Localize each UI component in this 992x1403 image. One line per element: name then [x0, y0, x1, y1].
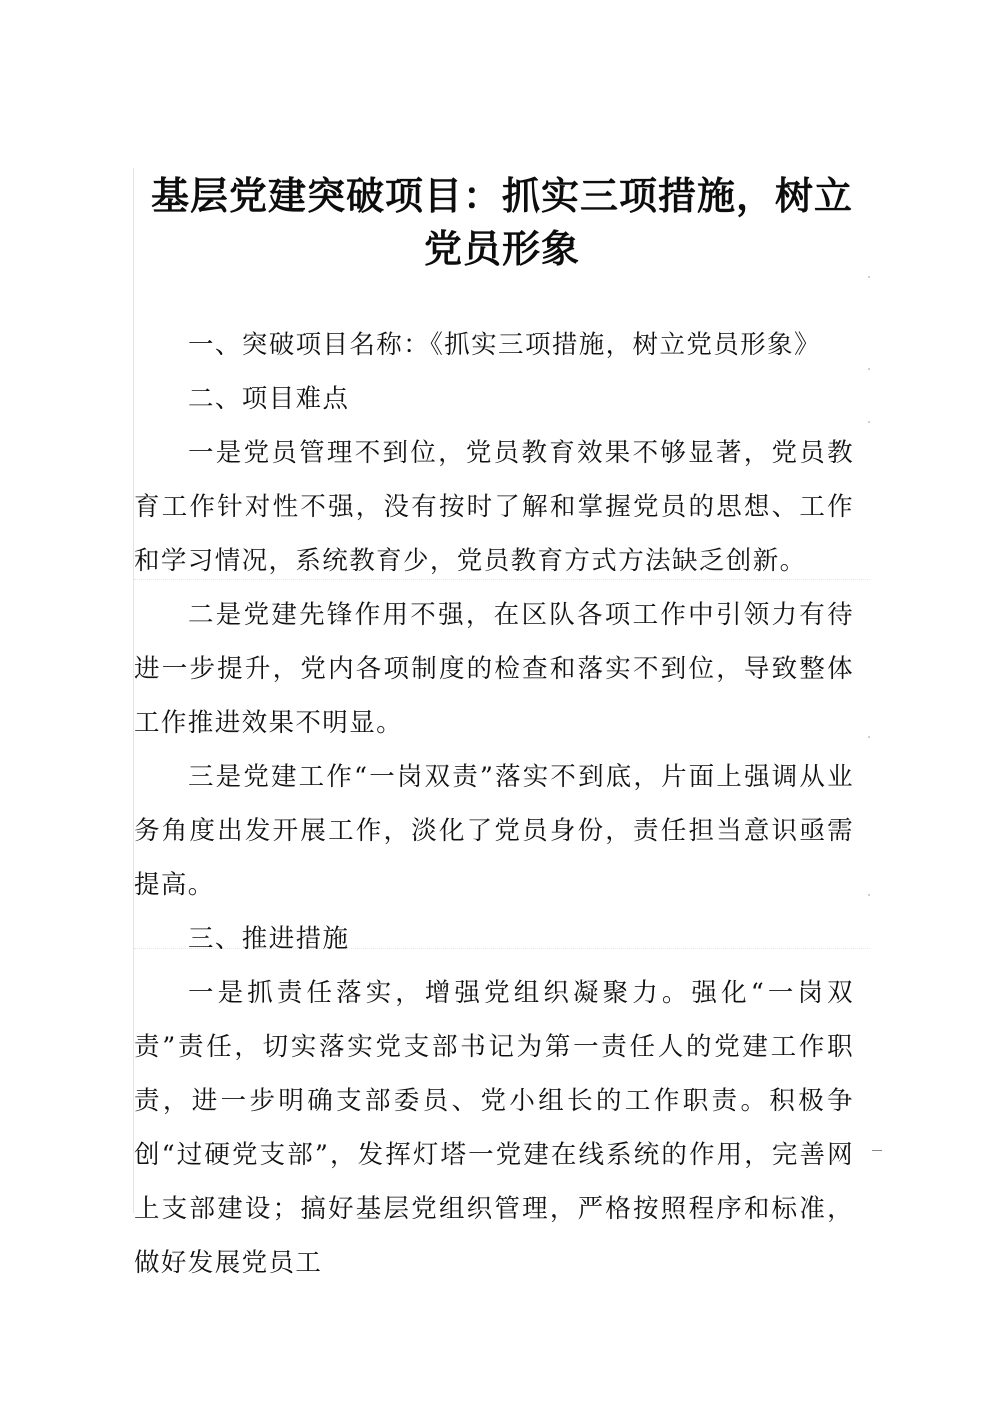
- document-title: 基层党建突破项目：抓实三项措施，树立党员形象: [150, 174, 853, 271]
- edge-mark: [868, 894, 870, 896]
- edge-mark: [868, 736, 870, 738]
- paragraph-difficulty-1: 一是党员管理不到位，党员教育效果不够显著，党员教育工作针对性不强，没有按时了解和掌握党员的思想、工作和学习情况，系统教育少，党员教育方式方法缺乏创新。: [134, 438, 854, 576]
- paragraph-difficulty-3: 三是党建工作“一岗双责”落实不到底，片面上强调从业务角度出发开展工作，淡化了党员身份，责任担当意识亟需提高。: [134, 762, 854, 900]
- edge-mark: [872, 1150, 882, 1151]
- section-heading-difficulties: 二、项目难点: [188, 384, 350, 414]
- section-heading-project-name: 一、突破项目名称：《抓实三项措施，树立党员形象》: [188, 330, 821, 360]
- document-body: [134, 318, 854, 1290]
- section-heading-measures: 三、推进措施: [188, 924, 350, 954]
- edge-mark: [868, 421, 870, 423]
- edge-mark: [868, 368, 870, 370]
- paragraph-difficulty-2: 二是党建先锋作用不强，在区队各项工作中引领力有待进一步提升，党内各项制度的检查和落实不到位，导致整体工作推进效果不明显。: [134, 600, 854, 738]
- edge-mark: [868, 276, 870, 278]
- paragraph-measure-1: 一是抓责任落实，增强党组织凝聚力。强化“一岗双责”责任，切实落实党支部书记为第一责任人的党建工作职责，进一步明确支部委员、党小组长的工作职责。积极争创“过硬党支部”，发挥灯塔一党建在线系统的作用，完善网上支部建设；搞好基层党组织管理，严格按照程序和标准，做好发展党员工: [134, 978, 854, 1278]
